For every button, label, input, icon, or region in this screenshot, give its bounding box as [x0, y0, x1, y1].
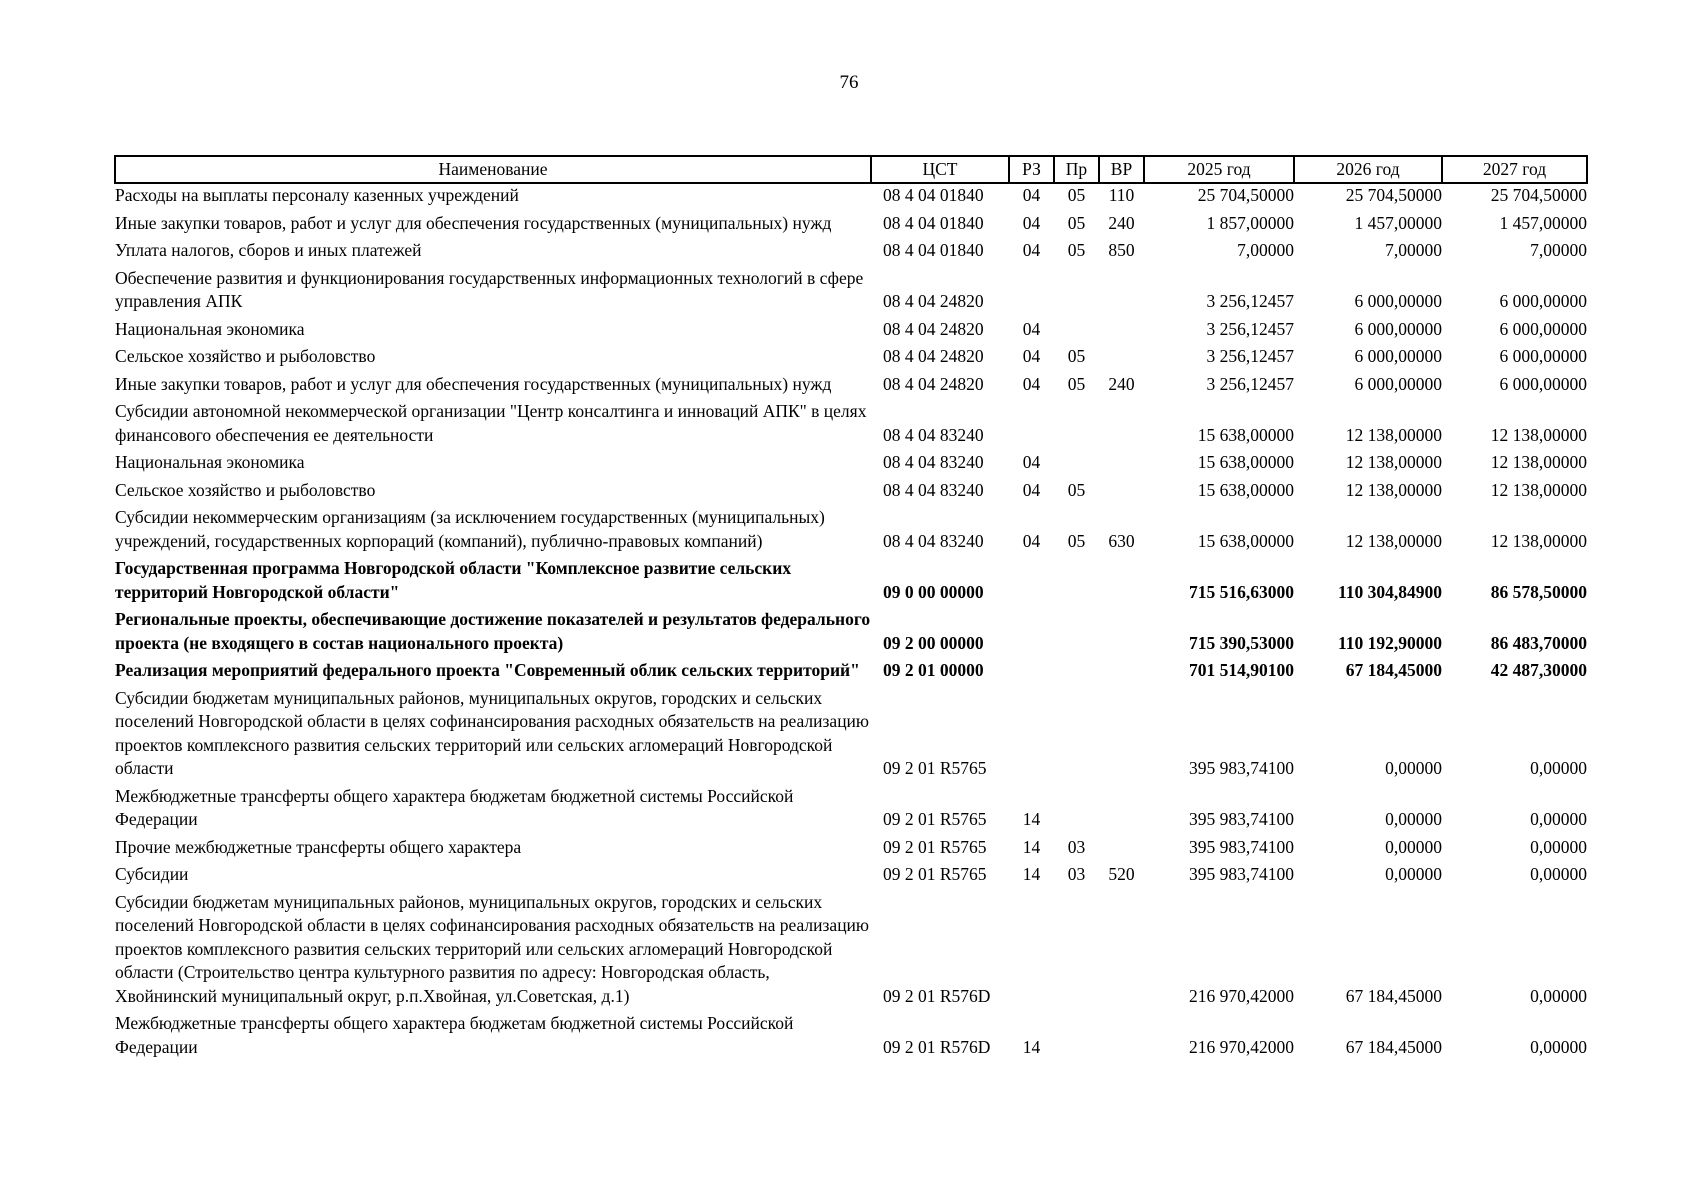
cell-rz: 04: [1022, 318, 1041, 339]
cell-rz: 04: [1022, 240, 1041, 260]
cell-y2027: 6 000,00000: [1499, 373, 1587, 394]
cell-cst: 09 2 01 R576D: [883, 1036, 991, 1057]
cell-y2025: 395 983,74100: [1189, 864, 1294, 884]
cell-y2025: 395 983,74100: [1189, 836, 1294, 857]
cell-pr: 05: [1067, 530, 1086, 551]
cell-y2025: 216 970,42000: [1189, 985, 1294, 1006]
cell-rz: [1009, 605, 1054, 656]
table-row: [115, 684, 1587, 782]
cell-cst: 08 4 04 01840: [883, 212, 984, 233]
cell-cst: 08 4 04 24820: [883, 291, 984, 311]
cell-y2025: 15 638,00000: [1197, 452, 1294, 472]
cell-y2027: 0,00000: [1530, 1036, 1587, 1057]
cell-y2026: 110 192,90000: [1337, 632, 1442, 653]
cell-name: Прочие межбюджетные трансферты общего характера: [115, 836, 522, 857]
cell-name: Обеспечение развития и функционирования государственных информационных технологий в сфере управления АПК: [115, 267, 864, 311]
cell-rz: 14: [1022, 809, 1041, 829]
cell-y2027: 86 483,70000: [1490, 632, 1587, 653]
cell-pr: [1054, 448, 1099, 476]
cell-name: Субсидии бюджетам муниципальных районов, муниципальных округов, городских и сельских поселений Новгородской области в целях софинансирования расходных обязательств на реализацию проектов комплексного развития сельских территорий или сельских агломераций Новгородской области: [115, 687, 869, 778]
cell-cst: 08 4 04 01840: [883, 185, 984, 205]
cell-y2026: 67 184,45000: [1345, 1036, 1442, 1057]
table-row: [115, 503, 1587, 554]
cell-pr: [1054, 397, 1099, 448]
cell-rz: [1009, 397, 1054, 448]
header-cst: ЦСТ: [871, 156, 1009, 183]
cell-y2025: 25 704,50000: [1197, 185, 1294, 205]
cell-cst: 08 4 04 83240: [883, 530, 984, 551]
table-row: [115, 476, 1587, 504]
cell-y2025: 216 970,42000: [1189, 1036, 1294, 1057]
cell-cst: 09 2 01 00000: [883, 660, 984, 680]
cell-y2026: 6 000,00000: [1354, 318, 1442, 339]
cell-name: Национальная экономика: [115, 452, 305, 472]
cell-y2026: 12 138,00000: [1345, 530, 1442, 551]
header-2025: 2025 год: [1144, 156, 1294, 183]
cell-y2026: 12 138,00000: [1345, 479, 1442, 500]
cell-y2026: 6 000,00000: [1354, 346, 1442, 366]
cell-vr: [1099, 554, 1144, 605]
header-rz: РЗ: [1009, 156, 1054, 183]
cell-pr: [1054, 1009, 1099, 1060]
cell-y2025: 3 256,12457: [1206, 318, 1294, 339]
cell-name: Иные закупки товаров, работ и услуг для обеспечения государственных (муниципальных) нужд: [115, 373, 832, 394]
cell-cst: 09 2 01 R5765: [883, 864, 987, 884]
table-row: [115, 888, 1587, 1010]
cell-cst: 08 4 04 83240: [883, 424, 984, 445]
table-header-row: [115, 156, 1587, 183]
cell-y2025: 395 983,74100: [1189, 758, 1294, 778]
cell-y2025: 7,00000: [1237, 240, 1294, 260]
cell-cst: 09 2 01 R5765: [883, 758, 987, 778]
table-row: [115, 782, 1587, 833]
cell-name: Иные закупки товаров, работ и услуг для обеспечения государственных (муниципальных) нужд: [115, 212, 832, 233]
cell-cst: 08 4 04 83240: [883, 479, 984, 500]
cell-vr: [1099, 656, 1144, 684]
cell-y2027: 12 138,00000: [1490, 530, 1587, 551]
cell-rz: 04: [1022, 346, 1041, 366]
cell-y2026: 0,00000: [1385, 864, 1442, 884]
cell-y2027: 0,00000: [1530, 809, 1587, 829]
cell-pr: 05: [1067, 479, 1086, 500]
cell-y2025: 3 256,12457: [1206, 373, 1294, 394]
cell-y2026: 6 000,00000: [1354, 373, 1442, 394]
cell-cst: 08 4 04 01840: [883, 240, 984, 260]
cell-rz: 04: [1022, 212, 1041, 233]
cell-name: Сельское хозяйство и рыболовство: [115, 479, 376, 500]
table-row: [115, 315, 1587, 343]
cell-vr: 630: [1108, 530, 1135, 551]
cell-rz: 14: [1022, 836, 1041, 857]
cell-name: Межбюджетные трансферты общего характера бюджетам бюджетной системы Российской Федерации: [115, 1013, 794, 1057]
budget-table: [114, 155, 1588, 1060]
cell-vr: 850: [1108, 240, 1135, 260]
table-row: [115, 656, 1587, 684]
cell-y2025: 1 857,00000: [1206, 212, 1294, 233]
cell-vr: [1099, 888, 1144, 1010]
cell-y2027: 0,00000: [1530, 758, 1587, 778]
cell-rz: [1009, 684, 1054, 782]
cell-y2027: 86 578,50000: [1490, 581, 1587, 602]
table-row: [115, 183, 1587, 209]
table-row: [115, 236, 1587, 264]
cell-y2027: 7,00000: [1530, 240, 1587, 260]
cell-vr: [1099, 476, 1144, 504]
header-name: Наименование: [115, 156, 871, 183]
cell-vr: [1099, 342, 1144, 370]
cell-name: Расходы на выплаты персоналу казенных учреждений: [115, 185, 519, 205]
cell-vr: [1099, 605, 1144, 656]
header-pr: Пр: [1054, 156, 1099, 183]
cell-pr: [1054, 264, 1099, 315]
cell-y2027: 42 487,30000: [1490, 660, 1587, 680]
cell-y2027: 0,00000: [1530, 985, 1587, 1006]
cell-y2026: 25 704,50000: [1345, 185, 1442, 205]
table-row: [115, 605, 1587, 656]
cell-pr: [1054, 782, 1099, 833]
cell-vr: [1099, 315, 1144, 343]
cell-y2026: 1 457,00000: [1354, 212, 1442, 233]
cell-y2026: 67 184,45000: [1345, 985, 1442, 1006]
table-row: [115, 448, 1587, 476]
cell-y2025: 3 256,12457: [1206, 291, 1294, 311]
cell-vr: 240: [1108, 212, 1135, 233]
cell-vr: 520: [1108, 864, 1135, 884]
cell-y2027: 25 704,50000: [1490, 185, 1587, 205]
cell-y2025: 701 514,90100: [1189, 660, 1294, 680]
cell-pr: 05: [1067, 346, 1086, 366]
table-row: [115, 370, 1587, 398]
cell-rz: [1009, 656, 1054, 684]
cell-y2026: 0,00000: [1385, 809, 1442, 829]
cell-pr: [1054, 315, 1099, 343]
cell-name: Национальная экономика: [115, 318, 305, 339]
cell-pr: [1054, 888, 1099, 1010]
cell-rz: 04: [1022, 373, 1041, 394]
cell-y2025: 15 638,00000: [1197, 424, 1294, 445]
cell-rz: 04: [1022, 479, 1041, 500]
cell-rz: [1009, 888, 1054, 1010]
cell-vr: [1099, 397, 1144, 448]
cell-y2027: 0,00000: [1530, 864, 1587, 884]
table-row: [115, 342, 1587, 370]
cell-pr: 05: [1067, 373, 1086, 394]
cell-cst: 08 4 04 83240: [883, 452, 984, 472]
cell-vr: [1099, 264, 1144, 315]
cell-pr: 05: [1067, 240, 1086, 260]
header-vr: ВР: [1099, 156, 1144, 183]
table-row: [115, 833, 1587, 861]
cell-y2025: 15 638,00000: [1197, 530, 1294, 551]
cell-name: Региональные проекты, обеспечивающие достижение показателей и результатов федерального проекта (не входящего в состав национального проекта): [115, 609, 871, 653]
cell-vr: [1099, 782, 1144, 833]
cell-y2026: 110 304,84900: [1337, 581, 1442, 602]
cell-y2026: 0,00000: [1385, 836, 1442, 857]
cell-y2025: 715 390,53000: [1189, 632, 1294, 653]
page-number: 76: [839, 72, 859, 93]
cell-y2027: 12 138,00000: [1490, 452, 1587, 472]
cell-vr: [1099, 684, 1144, 782]
cell-y2027: 6 000,00000: [1499, 291, 1587, 311]
cell-vr: 240: [1108, 373, 1135, 394]
cell-name: Сельское хозяйство и рыболовство: [115, 346, 376, 366]
table-row: [115, 1009, 1587, 1060]
table-row: [115, 264, 1587, 315]
cell-y2027: 0,00000: [1530, 836, 1587, 857]
table-row: [115, 554, 1587, 605]
cell-pr: 05: [1067, 212, 1086, 233]
cell-y2026: 12 138,00000: [1345, 452, 1442, 472]
cell-pr: [1054, 656, 1099, 684]
cell-y2027: 12 138,00000: [1490, 479, 1587, 500]
cell-rz: [1009, 264, 1054, 315]
cell-rz: 04: [1022, 452, 1041, 472]
cell-y2027: 6 000,00000: [1499, 318, 1587, 339]
cell-y2026: 67 184,45000: [1345, 660, 1442, 680]
cell-cst: 09 0 00 00000: [883, 581, 984, 602]
cell-vr: [1099, 448, 1144, 476]
cell-pr: [1054, 554, 1099, 605]
cell-name: Субсидии бюджетам муниципальных районов, муниципальных округов, городских и сельских поселений Новгородской области в целях софинансирования расходных обязательств на реализацию проектов комплексного развития сельских территорий или сельских агломераций Новгородской области (Строительство центра культурного развития по адресу: Новгородская область, Хвойнинский муниципальный округ, р.п.Хвойная, ул.Советская, д.1): [115, 891, 869, 1006]
cell-pr: [1054, 605, 1099, 656]
cell-y2027: 6 000,00000: [1499, 346, 1587, 366]
cell-cst: 08 4 04 24820: [883, 318, 984, 339]
cell-y2025: 15 638,00000: [1197, 479, 1294, 500]
cell-name: Межбюджетные трансферты общего характера бюджетам бюджетной системы Российской Федерации: [115, 785, 794, 829]
cell-cst: 09 2 00 00000: [883, 632, 984, 653]
table-row: [115, 209, 1587, 237]
header-2027: 2027 год: [1442, 156, 1587, 183]
cell-y2026: 6 000,00000: [1354, 291, 1442, 311]
cell-name: Субсидии: [115, 864, 189, 884]
cell-vr: [1099, 1009, 1144, 1060]
cell-cst: 08 4 04 24820: [883, 346, 984, 366]
table-row: [115, 397, 1587, 448]
cell-y2027: 12 138,00000: [1490, 424, 1587, 445]
cell-y2025: 395 983,74100: [1189, 809, 1294, 829]
cell-rz: 04: [1022, 185, 1041, 205]
cell-cst: 09 2 01 R5765: [883, 836, 987, 857]
cell-cst: 08 4 04 24820: [883, 373, 984, 394]
cell-name: Субсидии автономной некоммерческой организации "Центр консалтинга и инноваций АПК" в целях финансового обеспечения ее деятельности: [115, 401, 867, 445]
cell-rz: [1009, 554, 1054, 605]
cell-vr: 110: [1108, 185, 1135, 205]
cell-pr: [1054, 684, 1099, 782]
cell-pr: 03: [1067, 864, 1086, 884]
cell-y2026: 0,00000: [1385, 758, 1442, 778]
header-2026: 2026 год: [1294, 156, 1442, 183]
cell-rz: 04: [1022, 530, 1041, 551]
cell-name: Реализация мероприятий федерального проекта "Современный облик сельских территорий": [115, 660, 860, 680]
cell-y2025: 715 516,63000: [1189, 581, 1294, 602]
cell-cst: 09 2 01 R5765: [883, 809, 987, 829]
cell-vr: [1099, 833, 1144, 861]
cell-rz: 14: [1022, 1036, 1041, 1057]
table-row: [115, 860, 1587, 888]
cell-y2027: 1 457,00000: [1499, 212, 1587, 233]
cell-pr: 03: [1067, 836, 1086, 857]
cell-y2026: 7,00000: [1385, 240, 1442, 260]
cell-rz: 14: [1022, 864, 1041, 884]
cell-y2025: 3 256,12457: [1206, 346, 1294, 366]
cell-y2026: 12 138,00000: [1345, 424, 1442, 445]
cell-name: Субсидии некоммерческим организациям (за исключением государственных (муниципальных) учреждений, государственных корпораций (компаний), публично-правовых компаний): [115, 507, 825, 551]
cell-cst: 09 2 01 R576D: [883, 985, 991, 1006]
cell-name: Государственная программа Новгородской области "Комплексное развитие сельских территорий Новгородской области": [115, 558, 792, 602]
cell-name: Уплата налогов, сборов и иных платежей: [115, 240, 422, 260]
cell-pr: 05: [1067, 185, 1086, 205]
